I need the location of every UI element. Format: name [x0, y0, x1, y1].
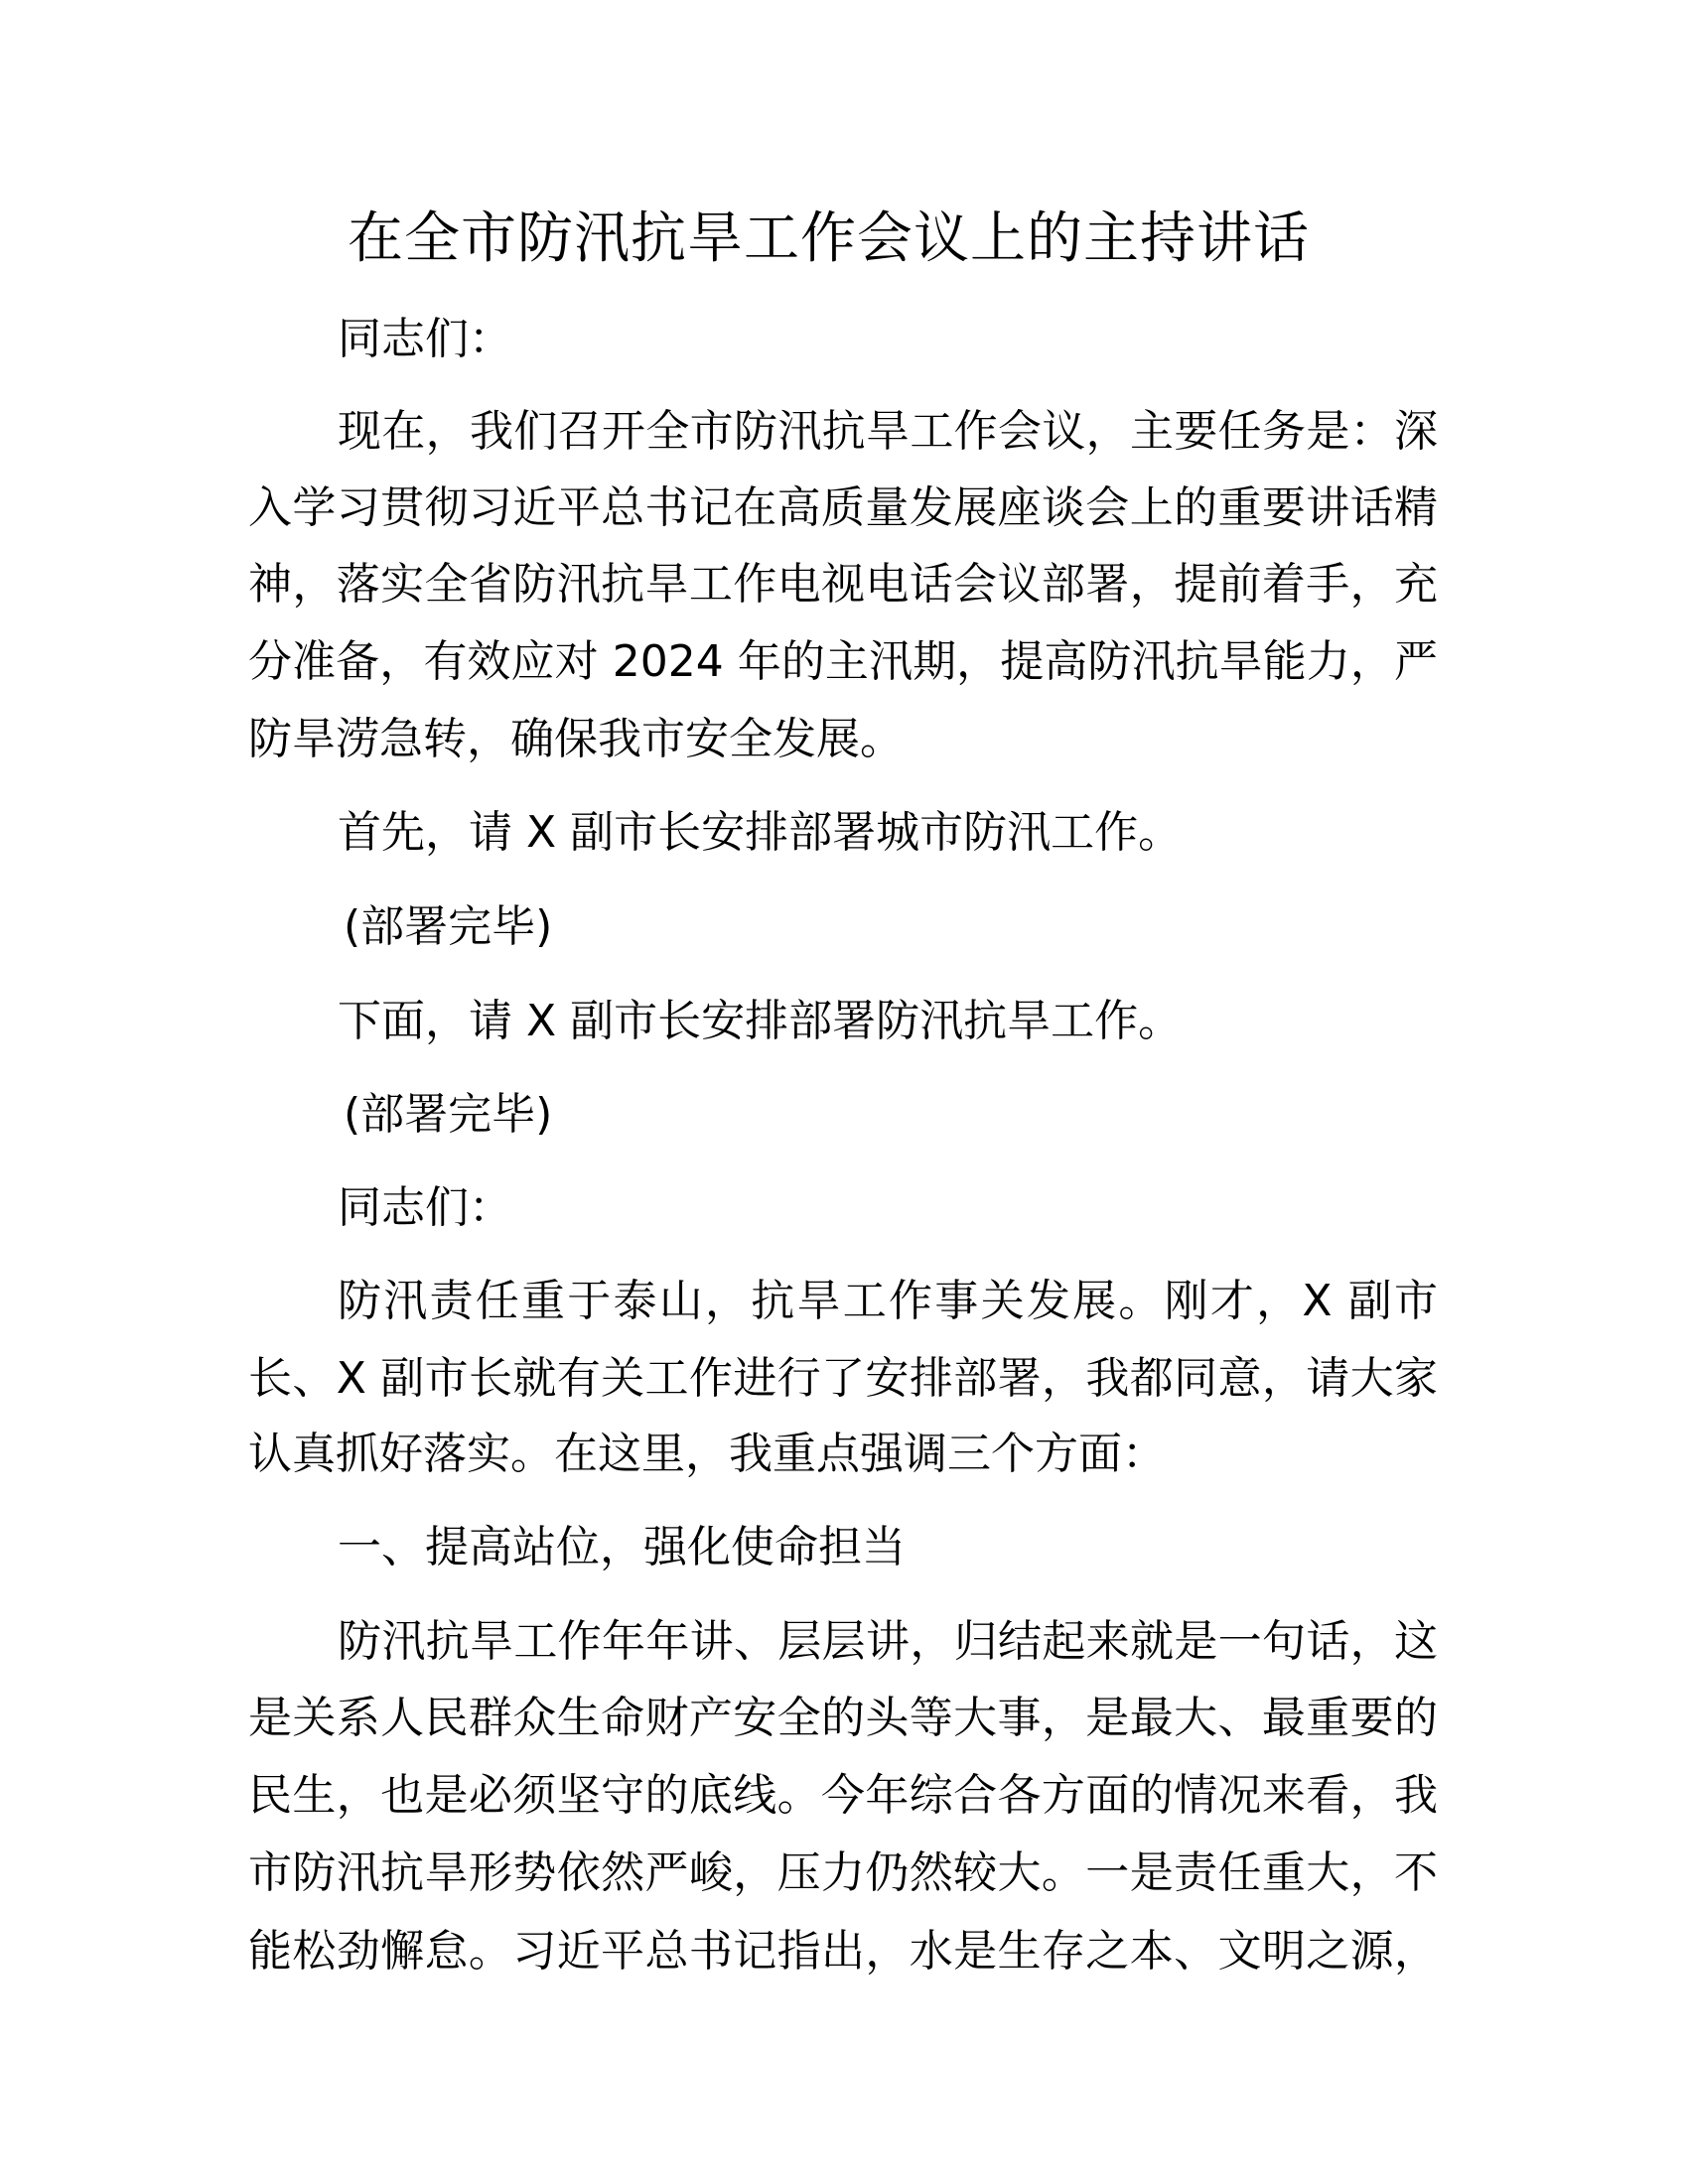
paragraph-line: 入学习贯彻习近平总书记在高质量发展座谈会上的重要讲话精: [248, 482, 1438, 533]
salutation-line: 同志们：: [338, 1182, 512, 1233]
paragraph-line: 防汛抗旱工作年年讲、层层讲，归结起来就是一句话，这: [338, 1616, 1438, 1667]
paragraph-line: 分准备，有效应对 2024 年的主汛期，提高防汛抗旱能力，严: [248, 636, 1438, 687]
section-heading: 一、提高站位，强化使命担当: [338, 1522, 906, 1572]
paragraph-line: 民生，也是必须坚守的底线。今年综合各方面的情况来看，我: [248, 1770, 1438, 1821]
paragraph-line: 是关系人民群众生命财产安全的头等大事，是最大、最重要的: [248, 1693, 1438, 1743]
document-title: 在全市防汛抗旱工作会议上的主持讲话: [348, 206, 1310, 271]
stage-note: (部署完毕): [344, 1089, 553, 1140]
paragraph-line: 下面，请 X 副市长安排部署防汛抗旱工作。: [338, 996, 1183, 1046]
paragraph-line: 防汛责任重于泰山，抗旱工作事关发展。刚才，X 副市: [338, 1276, 1438, 1326]
stage-note: (部署完毕): [344, 901, 553, 952]
paragraph-line: 首先，请 X 副市长安排部署城市防汛工作。: [338, 807, 1183, 858]
paragraph-line: 能松劲懈怠。习近平总书记指出，水是生存之本、文明之源，: [248, 1926, 1438, 1977]
paragraph-line: 认真抓好落实。在这里，我重点强调三个方面：: [248, 1429, 1166, 1479]
paragraph-line: 市防汛抗旱形势依然严峻，压力仍然较大。一是责任重大，不: [248, 1847, 1438, 1898]
paragraph-line: 防旱涝急转，确保我市安全发展。: [248, 714, 904, 764]
paragraph-line: 现在，我们召开全市防汛抗旱工作会议，主要任务是：深: [338, 406, 1438, 457]
paragraph-line: 长、X 副市长就有关工作进行了安排部署，我都同意，请大家: [248, 1353, 1438, 1404]
salutation-line: 同志们：: [338, 314, 512, 364]
paragraph-line: 神，落实全省防汛抗旱工作电视电话会议部署，提前着手，充: [248, 559, 1438, 610]
